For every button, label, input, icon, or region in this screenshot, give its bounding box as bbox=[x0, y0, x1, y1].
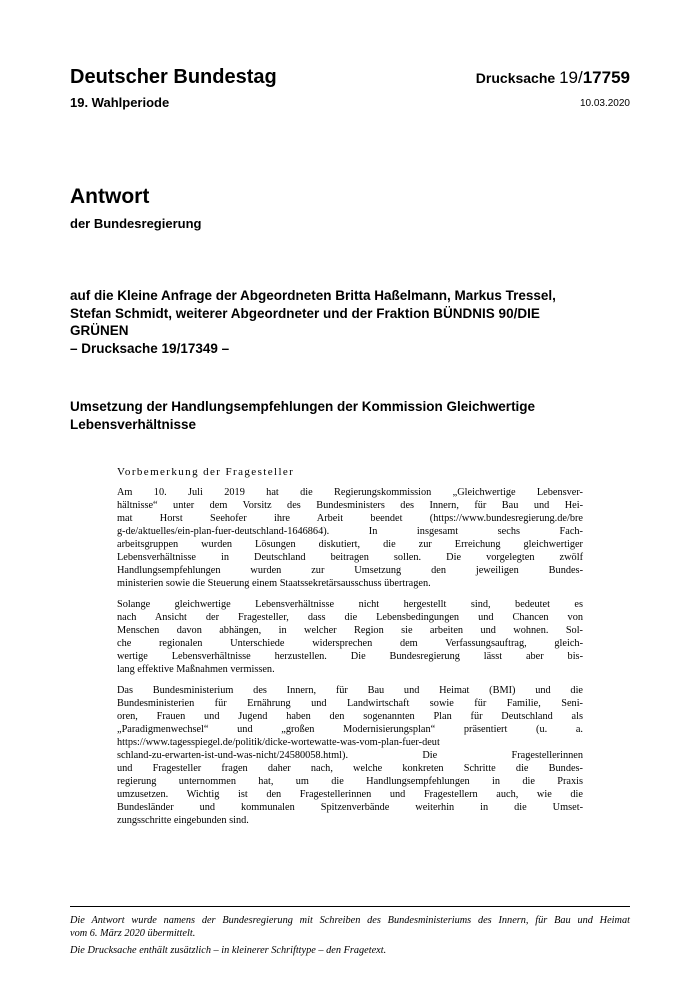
inquiry-line: – Drucksache 19/17349 – bbox=[70, 340, 230, 356]
text-line: Bundesländer und kommunalen Spitzenverbände weiterhin in die Umset- bbox=[117, 802, 583, 813]
text-line: https://www.tagesspiegel.de/politik/dicke-wortewatte-was-vom-plan-fuer-deut bbox=[117, 737, 440, 748]
inquiry-line: GRÜNEN bbox=[70, 323, 129, 338]
footer-divider bbox=[70, 906, 630, 907]
text-line: che regionalen Unterschiede widersprechen dem Verfassungsauftrag, gleich- bbox=[117, 638, 583, 649]
text-line: Am 10. Juli 2019 hat die Regierungskommission „Gleichwertige Lebensver- bbox=[117, 487, 583, 498]
preliminary-remarks-heading: Vorbemerkung der Fragesteller bbox=[117, 466, 295, 478]
document-issuer: der Bundesregierung bbox=[70, 216, 202, 231]
subject-line: Lebensverhältnisse bbox=[70, 416, 197, 432]
text-line: Handlungsempfehlungen wurden zur Umsetzung den jeweiligen Bundes- bbox=[117, 565, 583, 576]
text-line: und Fragesteller fragen daher nach, welche konkreten Schritte die Bundes- bbox=[117, 763, 583, 774]
electoral-period: 19. Wahlperiode bbox=[70, 95, 170, 110]
text-line: Lebensverhältnisse in Deutschland beitragen sollen. Die vorgelegten zwölf bbox=[117, 552, 583, 563]
subject-title bbox=[70, 398, 630, 433]
document-type-title: Antwort bbox=[70, 185, 150, 208]
text-line: mat Horst Seehofer ihre Arbeit beendet (https://www.bundesregierung.de/bre bbox=[117, 513, 583, 524]
document-date: 10.03.2020 bbox=[579, 98, 630, 109]
text-line: lang effektive Maßnahmen vermissen. bbox=[117, 664, 275, 675]
text-line: Bundesministerien für Ernährung und Landwirtschaft sowie für Familie, Seni- bbox=[117, 698, 583, 709]
paragraph bbox=[117, 684, 583, 827]
footer-note-line: Die Antwort wurde namens der Bundesregierung mit Schreiben des Bundesministeriums des Innern, für Bau und Heimat bbox=[70, 915, 630, 926]
footer-note: Die Drucksache enthält zusätzlich – in kleinerer Schrifttype – den Fragetext. bbox=[70, 945, 387, 956]
document-number bbox=[476, 68, 630, 88]
text-line: „Paradigmenwechsel“ und „großen Modernisierungsplan“ präsentiert (u. a. bbox=[117, 724, 583, 735]
text-line: oren, Frauen und Jugend haben den sogenannten Plan für Deutschland als bbox=[117, 711, 583, 722]
document-number-main: 17759 bbox=[582, 68, 630, 87]
inquiry-line: auf die Kleine Anfrage der Abgeordneten Britta Haßelmann, Markus Tressel, bbox=[70, 288, 556, 303]
paragraph bbox=[117, 598, 583, 676]
document-number-prefix: 19/ bbox=[559, 68, 583, 87]
text-line: regierung unternommen hat, um die Handlungsempfehlungen in die Praxis bbox=[117, 776, 583, 787]
paragraph bbox=[117, 486, 583, 590]
footer-notes bbox=[70, 914, 630, 957]
text-line: umzusetzen. Wichtig ist den Fragestellerinnen und Fragestellern auch, wie die bbox=[117, 789, 583, 800]
text-line: wertige Lebensverhältnisse herzustellen. Die Bundesregierung lässt aber bis- bbox=[117, 651, 583, 662]
text-line: hältnisse“ unter dem Vorsitz des Bundesministers des Innern, für Bau und Hei- bbox=[117, 500, 583, 511]
text-line: ministerien sowie die Steuerung einem Staatssekretärsausschuss übertragen. bbox=[117, 578, 431, 589]
inquiry-line: Stefan Schmidt, weiterer Abgeordneter und der Fraktion BÜNDNIS 90/DIE bbox=[70, 305, 540, 321]
subject-line: Umsetzung der Handlungsempfehlungen der Kommission Gleichwertige bbox=[70, 399, 536, 414]
text-line: nach Ansicht der Fragesteller, dass die Lebensbedingungen und Chancen von bbox=[117, 612, 583, 623]
text-line: arbeitsgruppen wurden Lösungen diskutiert, die zur Erreichung gleichwertiger bbox=[117, 539, 583, 550]
preliminary-remarks bbox=[117, 466, 583, 835]
text-line: Solange gleichwertige Lebensverhältnisse nicht hergestellt sind, bedeutet es bbox=[117, 599, 583, 610]
text-line: zungsschritte eingebunden sind. bbox=[117, 815, 249, 826]
text-line: schland-zu-erwarten-ist-und-was-nicht/24580058.html). Die Fragestellerinnen bbox=[117, 750, 583, 761]
document-label: Drucksache bbox=[475, 70, 556, 86]
text-line: Menschen davon abhängen, in welcher Region sie arbeiten und wohnen. Sol- bbox=[117, 625, 583, 636]
footer-note-line: vom 6. März 2020 übermittelt. bbox=[70, 928, 196, 939]
text-line: Das Bundesministerium des Innern, für Bau und Heimat (BMI) und die bbox=[117, 685, 583, 696]
institution-name: Deutscher Bundestag bbox=[70, 66, 277, 88]
inquiry-reference bbox=[70, 287, 630, 357]
text-line: g-de/aktuelles/ein-plan-fuer-deutschland-1646864). In insgesamt sechs Fach- bbox=[117, 526, 583, 537]
